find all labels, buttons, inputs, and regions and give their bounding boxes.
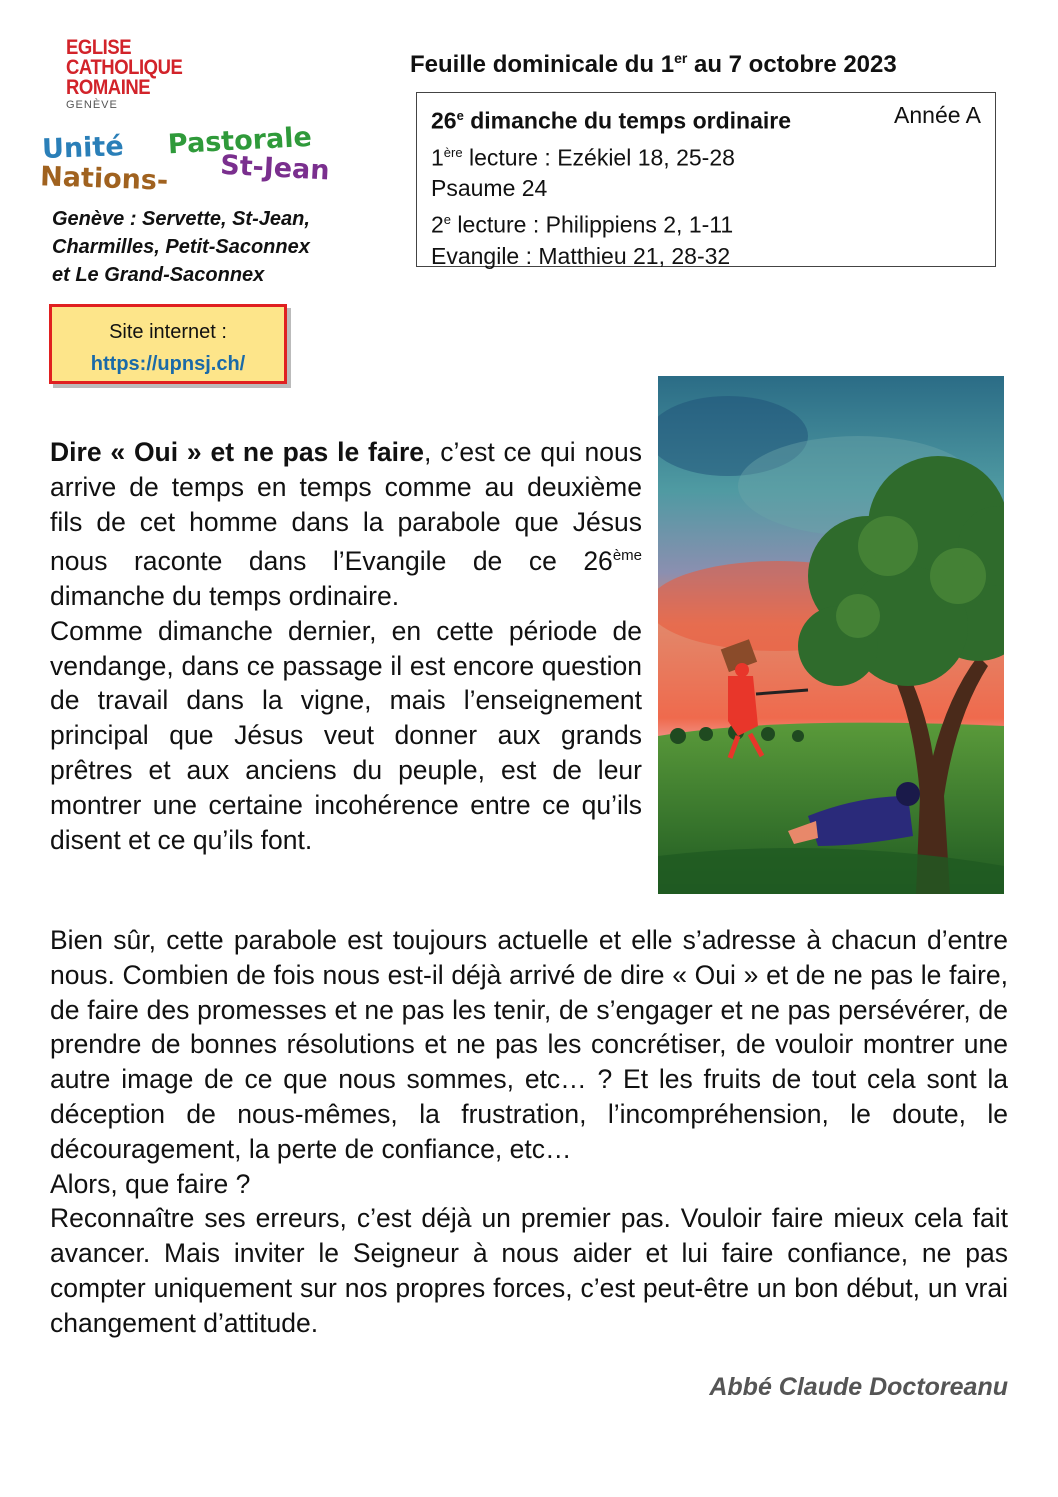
unite-word: Unité [41, 131, 125, 166]
author-signature: Abbé Claude Doctoreanu [709, 1373, 1008, 1401]
second-reading-text: lecture : Philippiens 2, 1-11 [451, 211, 734, 238]
website-box [49, 304, 287, 384]
parishes-line-1: Genève : Servette, St-Jean, [52, 208, 310, 230]
unit-pastorale-wordart [40, 118, 390, 198]
paragraph-1-sup: ème [612, 547, 642, 565]
logo-city: GENÈVE [66, 99, 118, 111]
logo-line-1: EGLISE [66, 36, 132, 59]
paragraph-1-text-b: dimanche du temps ordinaire. [50, 581, 400, 612]
paragraph-5: Reconnaître ses erreurs, c’est déjà un premier pas. Vouloir faire mieux cela fait avancer. Mais inviter le Seigneur à nous aider et lui faire confiance, ne pas compter uniquement sur nos propres forces, c’est peut-être un bon début, un vrai changement d’attitude. [50, 1203, 1008, 1338]
parishes-line-2: Charmilles, Petit-Saconnex [52, 236, 310, 258]
website-label: Site internet : [109, 321, 227, 343]
paragraph-4: Alors, que faire ? [50, 1168, 251, 1199]
second-reading [431, 204, 981, 241]
first-reading-text: lecture : Ezékiel 18, 25-28 [462, 144, 735, 171]
liturgical-year: Année A [894, 102, 981, 128]
first-reading [431, 137, 981, 174]
sheet-title-end: au 7 octobre 2023 [687, 51, 897, 78]
sunday-number: 26 [431, 107, 457, 134]
website-link[interactable]: https://upnsj.ch/ [90, 353, 246, 375]
sheet-title [410, 50, 897, 79]
article-text-column [50, 435, 642, 857]
sheet-title-start: Feuille dominicale du 1 [410, 51, 675, 78]
parishes-line-3: et Le Grand-Saconnex [52, 264, 265, 286]
sheet-title-sup: er [674, 50, 688, 66]
sunday-rest: dimanche du temps ordinaire [463, 107, 792, 134]
stjean-word: St-Jean [219, 149, 331, 187]
paragraph-3: Bien sûr, cette parabole est toujours actuelle et elle s’adresse à chacun d’entre nous. Combien de fois nous est-il déjà arrivé de dire « Oui » et de ne pas le faire, de faire des promesses et ne pas les tenir, de s’engager et ne pas persévérer, de prendre de bonnes résolutions et ne pas les concrétiser, de vouloir montrer une autre image de ce que nous sommes, etc… ? Et les fruits de tout cela sont la déception de nous-mêmes, la frustration, l’incompréhension, le doute, le découragement, la perte de confiance, etc… [50, 925, 1008, 1164]
sunday-sup: e [456, 108, 464, 123]
parable-painting [658, 376, 1004, 894]
first-reading-num: 1 [431, 144, 444, 171]
church-logo [66, 38, 216, 111]
paragraph-1-text-a: , c’est ce qui nous arrive de temps en temps comme au deuxième fils de cet homme dans la parabole que Jésus nous raconte dans l’Evangile de ce 26 [50, 437, 642, 577]
sunday-name [431, 100, 791, 137]
article-text-full [50, 923, 1008, 1341]
psalm: Psaume 24 [431, 175, 548, 202]
paragraph-2: Comme dimanche dernier, en cette période de vendange, dans ce passage il est encore question de travail dans la vigne, mais l’enseignement principal que Jésus veut donner aux grands prêtres et aux anciens du peuple, est de leur montrer une certaine incohérence entre ce qu’ils disent et ce qu’ils font. [50, 615, 642, 855]
parishes-list [52, 205, 310, 289]
readings-box [416, 92, 996, 267]
lead-phrase: Dire « Oui » et ne pas le faire [50, 437, 425, 467]
first-reading-sup: ère [443, 144, 463, 160]
nations-word: Nations- [40, 161, 169, 197]
second-reading-num: 2 [431, 211, 444, 238]
logo-line-3: ROMAINE [66, 76, 151, 99]
gospel: Evangile : Matthieu 21, 28-32 [431, 242, 731, 269]
second-reading-sup: e [443, 212, 452, 228]
pastorale-word: Pastorale [167, 121, 313, 161]
logo-line-2: CATHOLIQUE [66, 56, 183, 79]
paragraph-1 [50, 435, 642, 614]
